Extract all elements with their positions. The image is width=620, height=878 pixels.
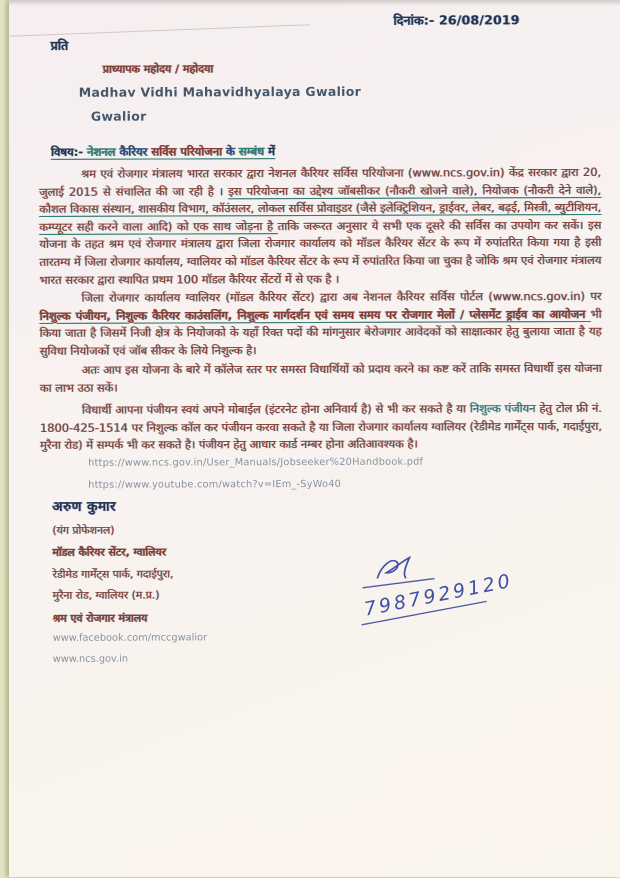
- body-paragraph-4: [40, 400, 602, 455]
- facebook-url: www.facebook.com/mccgwalior: [52, 632, 208, 644]
- text-segment: भी किया जाता है जिसमें निजी क्षेत्र के नियोजको के यहाँ रिक्त पदों की मांगनुसार बेरोजगार आवेदकों को साक्षात्कार हेतु बुलाया जाता है यह सुविधा नियोजकों एवं जॉब सीकर के लिये निशुल्क है।: [39, 306, 602, 358]
- body-paragraph-1: [39, 164, 601, 289]
- letter-date: दिनांक:- 26/08/2019: [393, 12, 520, 28]
- text-segment: निशुल्क पंजीयन: [469, 401, 536, 416]
- to-label: प्रति: [50, 37, 69, 53]
- signatory-role: (यंग प्रोफेशनल): [52, 523, 115, 537]
- signature-stroke: [377, 558, 409, 578]
- signatory-ministry: श्रम एवं रोजगार मंत्रालय: [52, 611, 148, 625]
- video-url: https://www.youtube.com/watch?v=IEm_-SyWo40: [88, 478, 342, 491]
- text-segment: ताकि जरूरत अनुसार ये सभी एक दूसरे की सर्विस का उपयोग कर सकें। इस योजना के तहत श्रम एवं रोजगार मंत्रालय द्वारा जिला रोजगार कार्यालय को मॉडल कैरियर सेंटर के रूप में रुपांतरित किया गया है इसी तारतम्य में जिला रोजगार कार्यालय, ग्वालियर को मॉडल कैरियर सेंटर के रूप में रुपांतरित किया जा चुका है जोकि श्रम एवं रोजगार मंत्रालय भारत सरकार द्वारा स्थापित प्रथम 100 मॉडल कैरियर सेंटरों में से एक है ।: [39, 217, 602, 287]
- signatory-name: अरुण कुमार: [52, 498, 117, 515]
- text-segment: इस परियोजना का उद्देश्य जॉबसीकर (नौकरी खोजने वाले), नियोजक (नौकरी देने वाले), कौशल विकास संस्थान, शासकीय विभाग, कॉउंसलर, लोकल सर्विस प्रोवाइडर (जैसे इलेक्ट्रिशियन, ड्राईवर, लेबर, बढ़ई, मिस्त्री, ब्युटीशियन, कम्प्यूटर सही करने वाला आदि) को एक साथ जोड़ना है: [39, 182, 602, 234]
- text-segment: श्रम एवं रोजगार मंत्रालय भारत सरकार द्वारा नेशनल कैरियर सर्विस परियोजना (www.ncs.gov.in) केंद्र सरकार द्वारा 20, जुलाई 2015 से संचालित की जा रही है ।: [39, 164, 602, 199]
- text-segment: विधार्थी आपना पंजीयन स्वयं अपने मोबाईल (इंटरनेट होना अनिवार्य है) से भी कर सकते है या: [81, 401, 470, 417]
- text-segment: विषय:-: [50, 144, 88, 159]
- text-segment: परियोजना: [180, 144, 227, 159]
- signatory-address-line1: रेडीमेड गार्मेंट्स पार्क, गदाईपुरा,: [52, 567, 174, 581]
- subject-line: [51, 144, 275, 160]
- text-segment: सर्विस: [151, 144, 181, 159]
- recipient-city: Gwalior: [90, 108, 147, 124]
- text-segment: हेतु टोल फ्री नं. 1800-425-1514 पर निशुल्क कॉल कर पंजीयन करवा सकते है या जिला रोजगार कार्यालय ग्वालियर (रेडीमेड गार्मेंट्स पार्क, गदाईपुरा, मुरैना रोड) में सम्पर्क भी कर सकते है। पंजीयन हेतु आधार कार्ड नम्बर होना अतिआवश्यक है।: [39, 400, 602, 453]
- signatory-address-line2: मुरैना रोड, ग्वालियर (म.प्र.): [52, 588, 160, 602]
- handwritten-phone: 7987929120: [362, 569, 515, 621]
- recipient-name: Madhav Vidhi Mahavidhyalaya Gwalior: [78, 83, 362, 100]
- handbook-url: https://www.ncs.gov.in/User_Manuals/Jobseeker%20Handbook.pdf: [88, 456, 424, 469]
- body-paragraph-3: [40, 360, 602, 397]
- text-segment: में: [268, 144, 275, 159]
- text-segment: नेशनल: [87, 144, 120, 159]
- text-segment: सम्बंध: [238, 144, 269, 159]
- signatory-organization: मॉडल कैरियर सेंटर, ग्वालियर: [52, 545, 167, 559]
- text-segment: अतः आप इस योजना के बारे में कॉलेज स्तर पर समस्त विधार्थियों को प्रदाय करने का कष्ट करें ताकि समस्त विधार्थी इस योजना का लाभ उठा सकें।: [39, 360, 602, 395]
- handwritten-note: [335, 547, 515, 643]
- text-segment: के: [226, 144, 239, 159]
- text-segment: निशुल्क पंजीयन, निशुल्क कैरियर काउंसलिंग, निशुल्क मार्गदर्शन एवं समय समय पर रोजगार मेलों / प्लेसमेंट ड्राईव का आयोजन: [39, 306, 591, 323]
- website-url: www.ncs.gov.in: [52, 653, 129, 665]
- text-segment: कैरियर: [119, 144, 152, 159]
- text-segment: जिला रोजगार कार्यालय ग्वालियर (मॉडल कैरियर सेंटर) द्वारा अब नेशनल कैरियर सर्विस पोर्टल (www.ncs.gov.in) पर: [81, 288, 602, 305]
- recipient-title: प्राध्यापक महोदय / महोदया: [102, 62, 214, 76]
- body-paragraph-2: [39, 288, 601, 360]
